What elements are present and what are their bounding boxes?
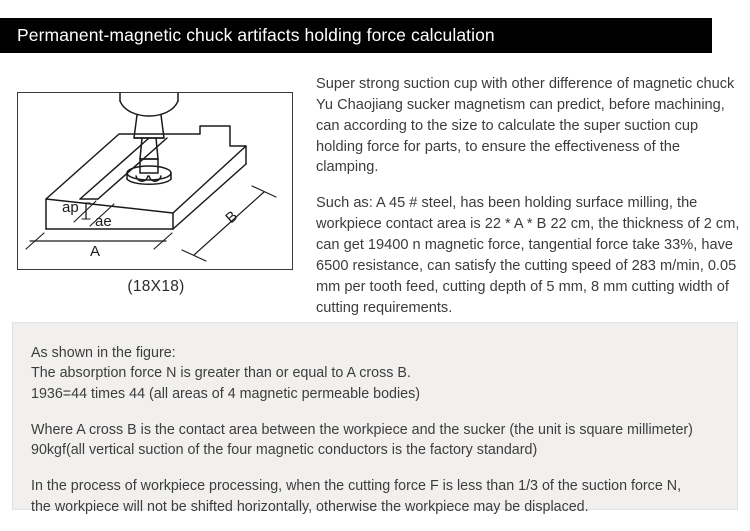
figure-border-box: [17, 92, 293, 270]
notes-block-2-line-2: 90kgf(all vertical suction of the four magnetic conductors is the factory standard): [31, 442, 538, 459]
milling-diagram-icon: [18, 93, 292, 269]
figure-block: [17, 92, 295, 295]
notes-block-2: [31, 420, 717, 461]
notes-panel: [12, 322, 738, 515]
notes-block-1-line-2: The absorption force N is greater than or equal to A cross B.: [31, 365, 411, 382]
page-title: Permanent-magnetic chuck artifacts holding force calculation: [17, 25, 495, 45]
notes-block-3-line-1: In the process of workpiece processing, when the cutting force F is less than 1/3 of the suction force N,: [31, 478, 682, 495]
notes-block-3-line-2: the workpiece will not be shifted horizontally, otherwise the workpiece may be displaced.: [31, 498, 589, 515]
intro-paragraph-1: Super strong suction cup with other difference of magnetic chuck Yu Chaojiang sucker magnetism can predict, before machining, can according to the size to calculate the super suction cup holding force for parts, to ensure the effectiveness of the clamping.: [316, 76, 735, 176]
notes-block-2-line-1: Where A cross B is the contact area between the workpiece and the sucker (the unit is square millimeter): [31, 421, 693, 438]
notes-block-1: [31, 343, 717, 404]
figure-caption: (18X18): [127, 278, 185, 295]
notes-block-3: [31, 476, 717, 517]
figure-label-b: B: [222, 207, 242, 227]
figure-label-ae: ae: [95, 213, 112, 230]
figure-label-ap: ap: [62, 199, 79, 216]
notes-block-1-line-1: As shown in the figure:: [31, 345, 176, 361]
upper-content-area: [0, 62, 750, 316]
intro-paragraph-2: Such as: A 45 # steel, has been holding surface milling, the workpiece contact area is 22 * A * B 22 cm, the thickness of 2 cm, can get 19400 n magnetic force, tangential force take 33%, have 6500 resistance, can satisfy the cutting speed of 283 m/min, 0.05 mm per tooth feed, cutting depth of 5 mm, 8 mm cutting width of cutting requirements.: [316, 195, 740, 316]
figure-label-a: A: [90, 243, 101, 260]
notes-block-1-line-3: 1936=44 times 44 (all areas of 4 magnetic permeable bodies): [31, 385, 421, 402]
page-title-bar: [0, 18, 712, 53]
intro-text-column: [316, 74, 740, 318]
